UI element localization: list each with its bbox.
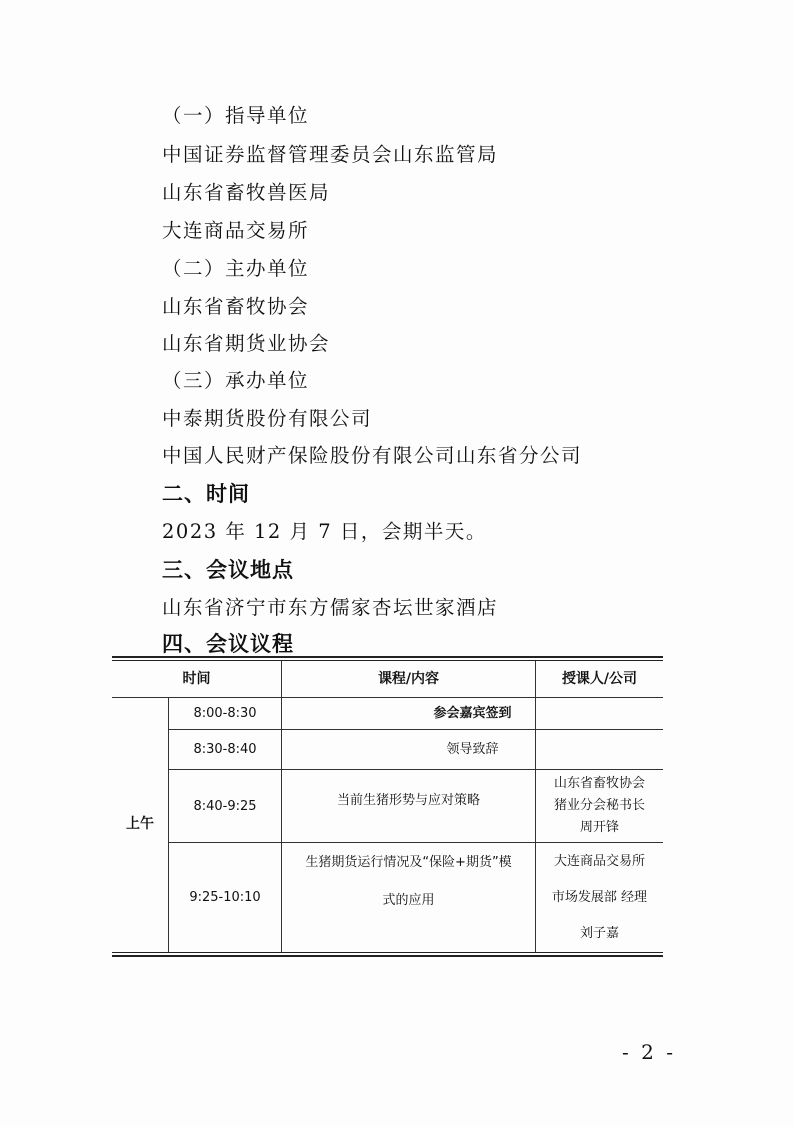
row-1-time: 8:00-8:30 bbox=[193, 705, 257, 721]
venue-heading: 三、会议地点 bbox=[162, 558, 294, 582]
venue-text: 山东省济宁市东方儒家杏坛世家酒店 bbox=[162, 596, 499, 619]
host-unit-2: 山东省期货业协会 bbox=[162, 332, 331, 355]
row-3-time: 8:40-9:25 bbox=[193, 798, 257, 814]
table-top-rule bbox=[112, 656, 663, 658]
row-3-speaker bbox=[536, 770, 663, 842]
row-4-time: 9:25-10:10 bbox=[189, 890, 261, 905]
speaker-org: 山东省畜牧协会 bbox=[553, 776, 645, 791]
row-2-time: 8:30-8:40 bbox=[193, 742, 257, 757]
row-1-content: 参会嘉宾签到 bbox=[433, 705, 512, 721]
session-label: 上午 bbox=[126, 816, 154, 832]
speaker-title: 市场发展部 经理 bbox=[551, 889, 648, 905]
row-4-content bbox=[282, 843, 535, 921]
organizer-heading: （三）承办单位 bbox=[162, 369, 310, 392]
speaker-name: 周开锋 bbox=[579, 820, 619, 835]
organizer-unit-2: 中国人民财产保险股份有限公司山东省分公司 bbox=[162, 444, 583, 467]
page-number: - 2 - bbox=[622, 1040, 676, 1064]
guiding-unit-3: 大连商品交易所 bbox=[162, 219, 310, 242]
row-2-content: 领导致辞 bbox=[446, 742, 499, 757]
host-heading: （二）主办单位 bbox=[162, 257, 310, 280]
speaker-title: 猪业分会秘书长 bbox=[553, 798, 645, 813]
header-content: 课程/内容 bbox=[377, 670, 440, 687]
table-bottom-rule-thin bbox=[112, 952, 663, 953]
guiding-heading: （一）指导单位 bbox=[162, 104, 310, 127]
host-unit-1: 山东省畜牧协会 bbox=[162, 295, 310, 318]
agenda-heading: 四、会议议程 bbox=[162, 632, 294, 656]
time-text: 2023 年 12 月 7 日，会期半天。 bbox=[162, 520, 487, 543]
guiding-unit-2: 山东省畜牧兽医局 bbox=[162, 181, 331, 204]
speaker-name: 刘子嘉 bbox=[579, 925, 619, 941]
row-3-content: 当前生猪形势与应对策略 bbox=[336, 792, 480, 808]
speaker-org: 大连商品交易所 bbox=[553, 853, 645, 869]
guiding-unit-1: 中国证券监督管理委员会山东监管局 bbox=[162, 143, 499, 166]
table-bottom-rule bbox=[112, 955, 663, 957]
agenda-table bbox=[112, 656, 663, 956]
content-line: 式的应用 bbox=[382, 893, 435, 908]
row-4-speaker bbox=[536, 843, 663, 952]
header-speaker: 授课人/公司 bbox=[561, 670, 638, 687]
content-line: 生猪期货运行情况及“保险+期货”模 bbox=[305, 855, 512, 870]
time-heading: 二、时间 bbox=[162, 482, 250, 506]
header-time: 时间 bbox=[182, 670, 211, 687]
organizer-unit-1: 中泰期货股份有限公司 bbox=[162, 407, 373, 430]
